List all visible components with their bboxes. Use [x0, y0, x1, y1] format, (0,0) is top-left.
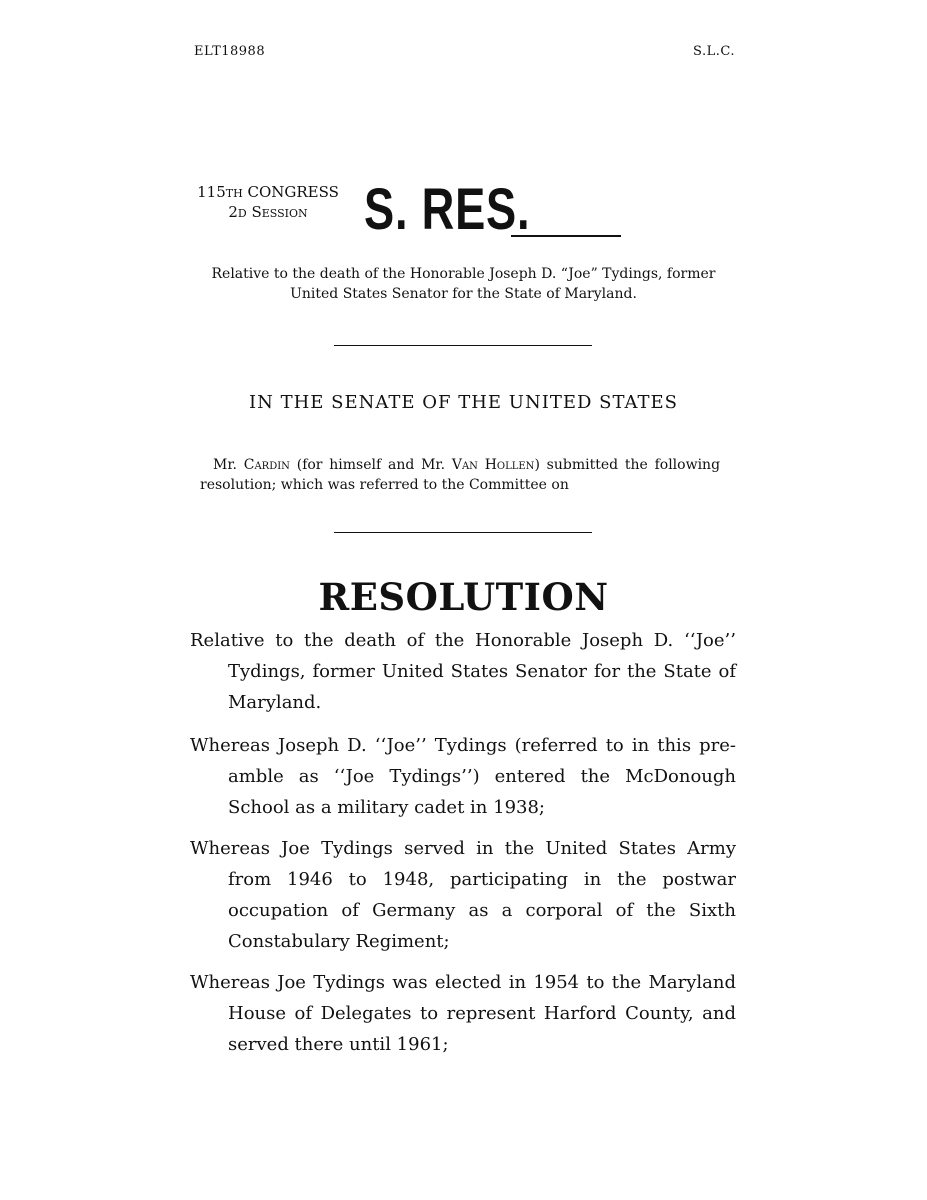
- sponsor-rest: ) submitted the following resolution; which was referred to the Committee on: [200, 457, 721, 493]
- short-title: Relative to the death of the Honorable Joseph D. “Joe” Tydings, former United States Senator for the State of Maryland.: [211, 266, 716, 302]
- congress-number: 115: [197, 183, 226, 201]
- session-word: Session: [251, 203, 308, 221]
- session-number: 2: [228, 203, 238, 221]
- divider-rule: [334, 532, 592, 533]
- whereas-clause: Whereas Joe Tydings served in the United States Army from 1946 to 1948, participating in the postwar occupation of Germany as a corporal of the Sixth Constabulary Regiment;: [190, 838, 736, 952]
- document-id: ELT18988: [194, 44, 266, 59]
- session-line: [188, 203, 348, 223]
- slc-label: S.L.C.: [693, 44, 735, 59]
- sponsor-mr: Mr.: [213, 457, 237, 473]
- congress-session-block: [188, 183, 348, 223]
- congress-line: [188, 183, 348, 203]
- congress-word: CONGRESS: [247, 183, 339, 201]
- sponsor-mid: (for himself and Mr.: [296, 457, 446, 473]
- sponsor-name: Cardin: [243, 457, 290, 473]
- resolution-body: [190, 625, 736, 1070]
- bill-designation: S. RES.: [364, 177, 531, 242]
- whereas-clause: Whereas Joseph D. ‘‘Joe’’ Tydings (referred to in this preamble as ‘‘Joe Tydings’’) entered the McDonough School as a military cadet in 1938;: [190, 735, 736, 818]
- sponsor-statement: [200, 455, 720, 495]
- whereas-list: [190, 730, 736, 1060]
- resolution-title: RESOLUTION: [318, 575, 609, 619]
- senate-heading: IN THE SENATE OF THE UNITED STATES: [249, 392, 678, 413]
- divider-rule: [334, 345, 592, 346]
- congress-suffix: TH: [225, 187, 243, 200]
- resolution-caption: Relative to the death of the Honorable Joseph D. ‘‘Joe’’ Tydings, former United States Senator for the State of Maryland.: [190, 630, 736, 713]
- cosponsor-name: Van Hollen: [451, 457, 535, 473]
- bill-number-blank: [511, 235, 621, 237]
- whereas-clause: Whereas Joe Tydings was elected in 1954 to the Maryland House of Delegates to represent Harford County, and served there until 1961;: [190, 972, 736, 1055]
- session-suffix: D: [237, 207, 247, 220]
